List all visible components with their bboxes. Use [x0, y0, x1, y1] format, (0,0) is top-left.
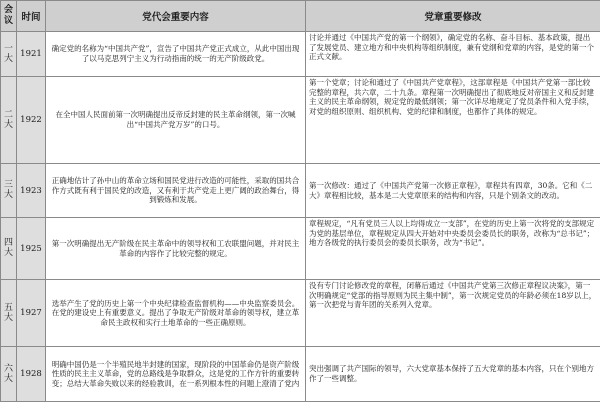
session-cell	[1, 77, 17, 164]
table-row	[1, 347, 600, 402]
session-cell	[1, 280, 17, 347]
changes-cell: 第一个党章；讨论和通过了《中国共产党章程》，这部章程是《中国共产党第一部比较完整的章程，共六章，二十九条。章程第一次明确提出了彻底地反对帝国主义和反封建主义的民主革命纲领，规定党的最低纲领；第一次详尽地规定了党员条件和入党手续，对党的组织原则、组织机构、党的纪律和制度，也都作了具体的规定。	[306, 77, 600, 164]
changes-cell: 第一次修改：通过了《中国共产党第一次修正章程》，章程共有四章，30条。它和《二大》章程相比较，基本是二大党章原来的结构和内容，只是个别条文的改动。	[306, 164, 600, 218]
changes-cell: 章程规定，“凡有党员三人以上均得成立一支部”，在党的历史上第一次将党的支部规定为党的基层单位，章程规定从四大开始对中央委员会委员长的职务，改称为“总书记”；地方各级党的执行委员会的委员长职务，改为“书记”。	[306, 218, 600, 280]
table-row	[1, 77, 600, 164]
session-label: 五大	[4, 303, 14, 323]
changes-cell: 讨论并通过《中国共产党的第一个纲领》，确定党的名称、奋斗目标、基本政策，提出了发展党员、建立地方和中央机构等组织制度，兼有党纲和党章的内容，是党的第一个正式文献。	[306, 32, 600, 77]
changes-cell: 突出强调了共产国际的领导，六大党章基本保持了五大党章的基本内容，只在个别地方作了一些调整。	[306, 347, 600, 402]
changes-cell: 没有专门讨论修改党的章程，闭幕后通过《中国共产党第三次修正章程议决案》，第一次明确规定“党部的指导原则为民主集中制”，第一次规定党员的年龄必须在18岁以上，第一次把党与青年团的关系列入党章。	[306, 280, 600, 347]
session-label: 二大	[4, 110, 14, 130]
session-cell	[1, 164, 17, 218]
table-row	[1, 164, 600, 218]
content-cell: 明确中国仍是一个半殖民地半封建的国家，现阶段的中国革命仍是资产阶级性质的民主主义革命，党的总路线是争取群众，这是党的工作方针的重要转变；总结大革命失败以来的经验教训，在一系列根本性的问题上澄清了党内	[46, 347, 306, 402]
session-label: 六大	[4, 364, 14, 384]
table-row	[1, 32, 600, 77]
table-header-row	[1, 1, 600, 32]
content-cell: 确定党的名称为“中国共产党”，宣告了中国共产党正式成立，从此中国出现了以马克思列宁主义为行动指南的统一的无产阶级政党。	[46, 32, 306, 77]
year-cell: 1921	[17, 32, 46, 77]
session-cell	[1, 218, 17, 280]
session-label: 一大	[4, 44, 14, 64]
content-cell: 在全中国人民面前第一次明确提出反帝反封建的民主革命纲领，第一次喊出“中国共产党万岁”的口号。	[46, 77, 306, 164]
header-time: 时间	[17, 1, 46, 32]
table-row	[1, 280, 600, 347]
year-cell: 1922	[17, 77, 46, 164]
header-session: 会议	[1, 1, 17, 32]
table-row	[1, 218, 600, 280]
content-cell: 选举产生了党的历史上第一个中央纪律检查监督机构——中央监察委员会。在党的建设史上有重要意义。提出了争取无产阶级对革命的领导权，建立革命民主政权和实行土地革命的一些正确原则。	[46, 280, 306, 347]
content-cell: 第一次明确提出无产阶级在民主革命中的领导权和工农联盟问题，并对民主革命的内容作了比较完整的规定。	[46, 218, 306, 280]
header-changes: 党章重要修改	[306, 1, 600, 32]
content-cell: 正确地估计了孙中山的革命立场和国民党进行改造的可能性，采取的国共合作方式既有利于国民党的改造，又有利于共产党走上更广阔的政治舞台，得到锻炼和发展。	[46, 164, 306, 218]
session-cell	[1, 347, 17, 402]
year-cell: 1928	[17, 347, 46, 402]
session-label: 四大	[4, 238, 14, 258]
header-content: 党代会重要内容	[46, 1, 306, 32]
year-cell: 1923	[17, 164, 46, 218]
session-label: 三大	[4, 180, 14, 200]
year-cell: 1927	[17, 280, 46, 347]
year-cell: 1925	[17, 218, 46, 280]
session-cell	[1, 32, 17, 77]
